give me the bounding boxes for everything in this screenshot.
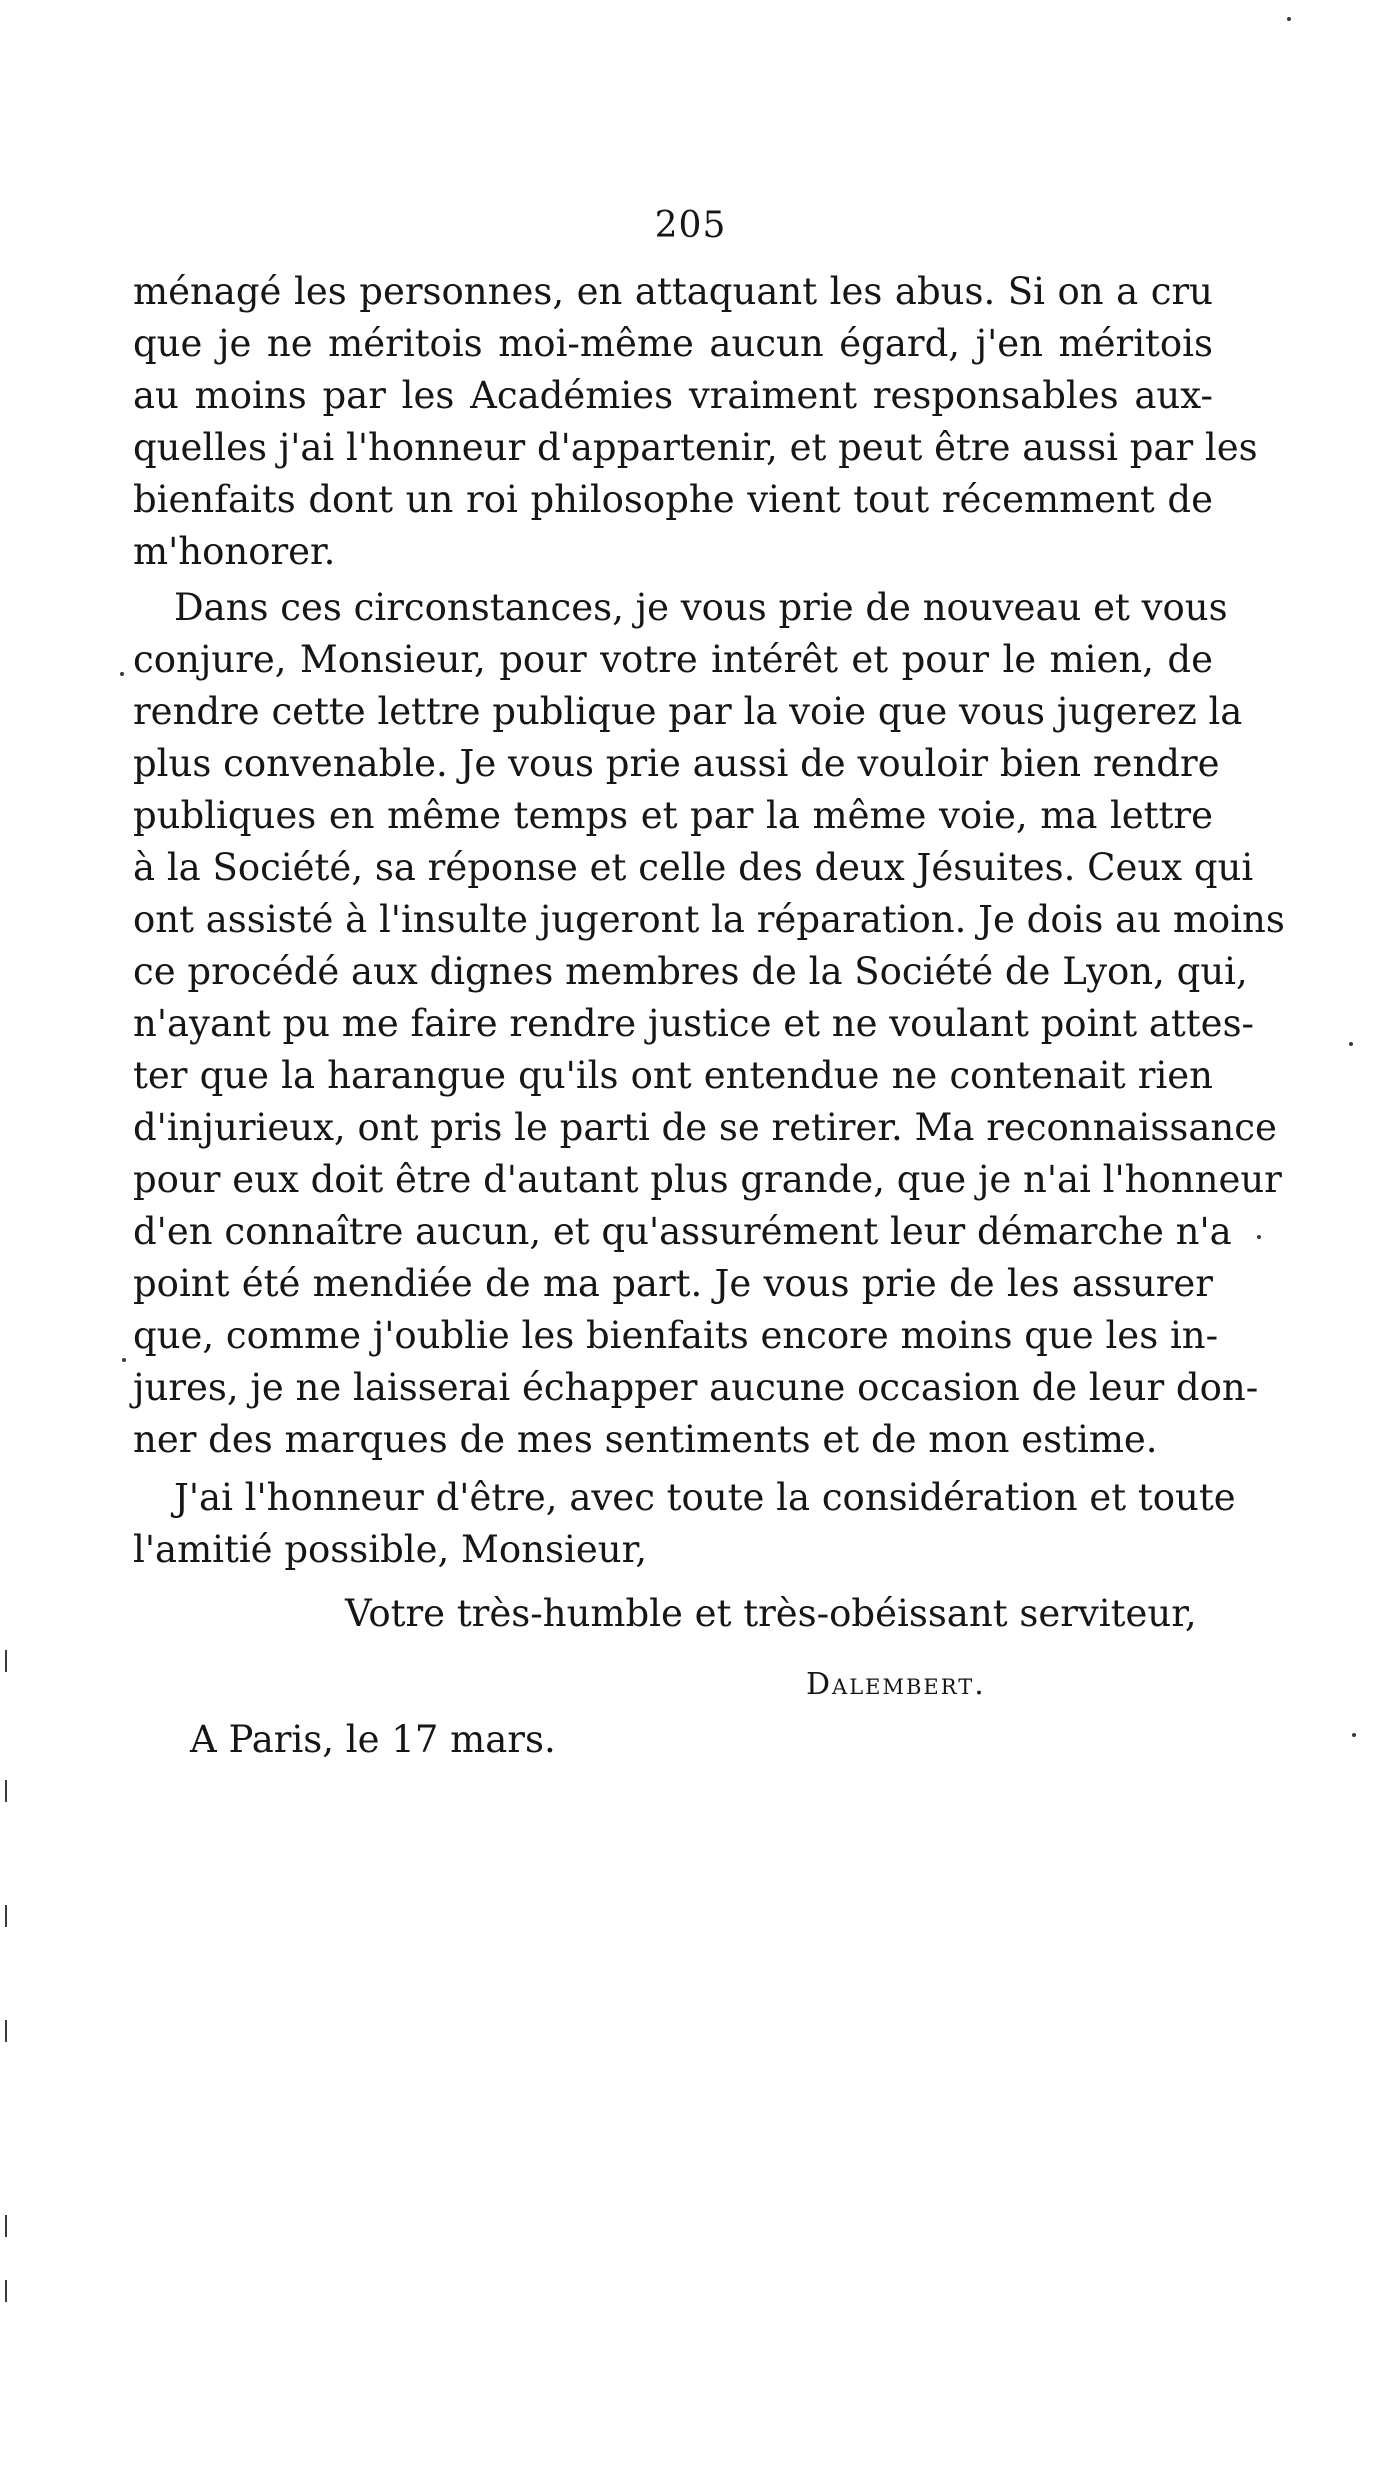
text-line: que, comme j'oublie les bienfaits encore moins que les in- <box>133 1314 1219 1357</box>
text-line: J'ai l'honneur d'être, avec toute la considération et toute <box>174 1476 1236 1519</box>
text-line: ner des marques de mes sentiments et de mon estime. <box>133 1418 1158 1461</box>
scan-mark <box>1349 1042 1353 1046</box>
scan-mark <box>1352 1733 1356 1737</box>
closing-formula: Votre très-humble et très-obéissant serviteur, <box>345 1592 1197 1635</box>
scan-mark <box>122 1358 126 1362</box>
text-line: bienfaits dont un roi philosophe vient tout récemment de <box>133 478 1213 521</box>
scan-mark <box>5 2215 7 2237</box>
text-line: ce procédé aux dignes membres de la Société de Lyon, qui, <box>133 950 1248 993</box>
text-line: Dans ces circonstances, je vous prie de nouveau et vous <box>174 586 1228 629</box>
text-line: ménagé les personnes, en attaquant les abus. Si on a cru <box>133 270 1213 313</box>
scan-mark <box>120 672 124 676</box>
text-line: m'honorer. <box>133 530 336 573</box>
text-line: n'ayant pu me faire rendre justice et ne voulant point attes- <box>133 1002 1255 1045</box>
scan-mark <box>5 1780 7 1802</box>
text-line: ter que la harangue qu'ils ont entendue ne contenait rien <box>133 1054 1213 1097</box>
text-line: que je ne méritois moi-même aucun égard, j'en méritois <box>133 322 1213 365</box>
page-number: 205 <box>654 205 727 246</box>
text-line: conjure, Monsieur, pour votre intérêt et pour le mien, de <box>133 638 1213 681</box>
text-line: pour eux doit être d'autant plus grande, que je n'ai l'honneur <box>133 1158 1282 1201</box>
scan-mark <box>5 2020 7 2042</box>
scan-mark <box>5 2280 7 2302</box>
scan-mark <box>1257 1235 1261 1239</box>
scan-mark <box>5 1905 7 1927</box>
text-line: au moins par les Académies vraiment responsables aux- <box>133 374 1213 417</box>
dateline: A Paris, le 17 mars. <box>190 1718 556 1761</box>
scan-mark <box>5 1650 7 1672</box>
text-line: publiques en même temps et par la même voie, ma lettre <box>133 794 1213 837</box>
text-line: d'injurieux, ont pris le parti de se retirer. Ma reconnaissance <box>133 1106 1277 1149</box>
text-line: l'amitié possible, Monsieur, <box>133 1528 647 1571</box>
text-line: point été mendiée de ma part. Je vous prie de les assurer <box>133 1262 1213 1305</box>
text-line: jures, je ne laisserai échapper aucune occasion de leur don- <box>133 1366 1259 1409</box>
signature: Dalembert. <box>806 1667 986 1702</box>
text-line: d'en connaître aucun, et qu'assurément leur démarche n'a <box>133 1210 1232 1253</box>
text-line: rendre cette lettre publique par la voie que vous jugerez la <box>133 690 1243 733</box>
text-line: quelles j'ai l'honneur d'appartenir, et peut être aussi par les <box>133 426 1258 469</box>
text-line: plus convenable. Je vous prie aussi de vouloir bien rendre <box>133 742 1220 785</box>
scan-mark <box>1287 17 1291 21</box>
text-line: ont assisté à l'insulte jugeront la réparation. Je dois au moins <box>133 898 1285 941</box>
text-line: à la Société, sa réponse et celle des deux Jésuites. Ceux qui <box>133 846 1254 889</box>
